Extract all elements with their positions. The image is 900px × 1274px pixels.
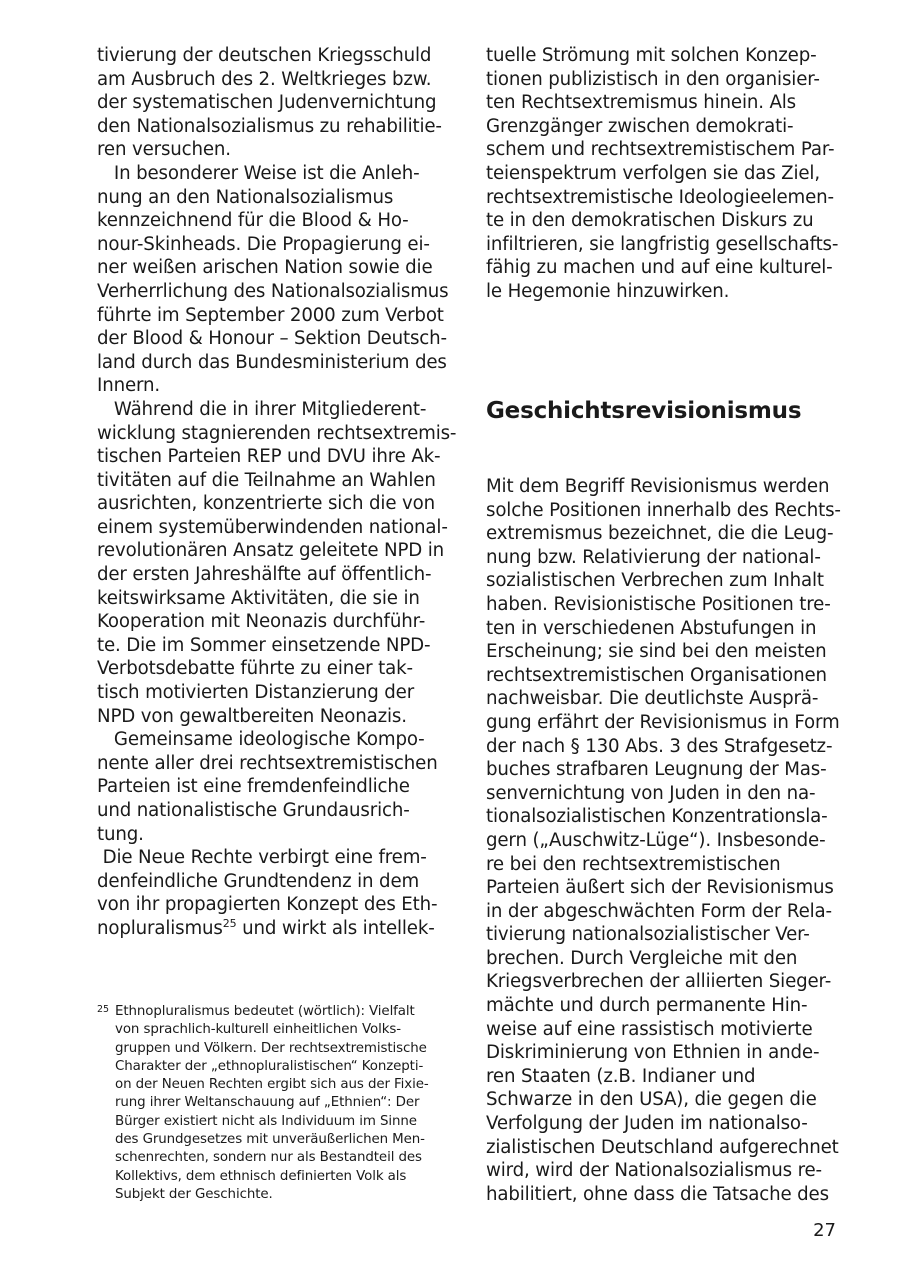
text-line: Die Neue Rechte verbirgt eine frem-: [97, 847, 427, 869]
text-line: Kooperation mit Neonazis durchführ-: [97, 611, 426, 633]
text-line: ren versuchen.: [97, 139, 231, 161]
text-line: ten in verschiedenen Abstufungen in: [486, 617, 817, 639]
footnote-line: Bürger existiert nicht als Individuum im Sinne: [115, 1113, 417, 1129]
right-column-body: [486, 475, 842, 1206]
text-line: extremismus bezeichnet, die die Leug-: [486, 523, 834, 545]
text-line: land durch das Bundesministerium des: [97, 351, 447, 373]
text-line: zialistischen Deutschland aufgerechnet: [486, 1136, 839, 1158]
page-number: 27: [813, 1220, 836, 1241]
text-line: den Nationalsozialismus zu rehabilitie-: [97, 115, 442, 137]
footnote-line: von sprachlich-kulturell einheitlichen Volks-: [115, 1022, 401, 1038]
text-line: denfeindliche Grundtendenz in dem: [97, 870, 420, 892]
left-column-text: [97, 44, 457, 917]
text-line: der ersten Jahreshälfte auf öffentlich-: [97, 564, 432, 586]
text-line: Gemeinsame ideologische Kompo-: [97, 729, 425, 751]
text-line: tionalsozialistischen Konzentrationsla-: [486, 806, 828, 828]
text-line: ten Rechtsextremismus hinein. Als: [486, 92, 797, 114]
footnote-line: Ethnopluralismus bedeutet (wörtlich): Vielfalt: [115, 1004, 415, 1019]
text-line: NPD von gewaltbereiten Neonazis.: [97, 705, 407, 727]
text-line: von ihr propagierten Konzept des Eth-: [97, 894, 438, 916]
footnote-line: Subjekt der Geschichte.: [115, 1186, 273, 1202]
text-line: Mit dem Begriff Revisionismus werden: [486, 476, 830, 497]
footnote-line: gruppen und Völkern. Der rechtsextremistische: [115, 1040, 427, 1056]
text-line: und nationalistische Grundausrich-: [97, 800, 410, 821]
text-line: nung an den Nationalsozialismus: [97, 186, 394, 208]
text-line: Parteien ist eine fremdenfeindliche: [97, 776, 410, 798]
text-line: am Ausbruch des 2. Weltkrieges bzw.: [97, 68, 432, 90]
text-line: wird, wird der Nationalsozialismus re-: [486, 1160, 822, 1182]
footnote-line: schenrechten, sondern nur als Bestandteil des: [115, 1150, 422, 1166]
text-line: nente aller drei rechtsextremistischen: [97, 752, 438, 774]
text-line: tisch motivierten Distanzierung der: [97, 682, 415, 704]
text-line: ausrichten, konzentrierte sich die von: [97, 493, 435, 515]
text-line: wicklung stagnierenden rechtsextremis-: [97, 422, 457, 444]
text-line: Verbotsdebatte führte zu einer tak-: [97, 658, 413, 680]
text-line: infiltrieren, sie langfristig gesellschafts-: [486, 233, 839, 255]
last-line-end: und wirkt als intellek-: [236, 917, 435, 939]
text-line: tionen publizistisch in den organisier-: [486, 68, 820, 90]
text-line: tuelle Strömung mit solchen Konzep-: [486, 45, 817, 66]
text-line: senvernichtung von Juden in den na-: [486, 782, 816, 804]
text-line: keitswirksame Aktivitäten, die sie in: [97, 587, 420, 609]
text-line: Schwarze in den USA), die gegen die: [486, 1089, 817, 1111]
text-line: tivierung nationalsozialistischer Ver-: [486, 924, 810, 946]
text-line: revolutionären Ansatz geleitete NPD in: [97, 540, 445, 562]
text-line: mächte und durch permanente Hin-: [486, 995, 808, 1017]
text-line: Grenzgänger zwischen demokrati-: [486, 115, 794, 137]
text-line: schem und rechtsextremistischem Par-: [486, 139, 835, 161]
last-line-start: nopluralismus: [97, 917, 223, 939]
text-line: Innern.: [97, 375, 161, 397]
text-line: der Blood & Honour – Sektion Deutsch-: [97, 328, 447, 350]
text-line: gern („Auschwitz-Lüge“). Insbesonde-: [486, 829, 826, 851]
footnote-line: des Grundgesetzes mit unveräußerlichen Men-: [115, 1132, 425, 1148]
right-column-top: [486, 44, 842, 304]
text-line: Während die in ihrer Mitgliederent-: [97, 398, 427, 420]
text-line: ner weißen arischen Nation sowie die: [97, 257, 433, 279]
footnote-line: on der Neuen Rechten ergibt sich aus der Fixie-: [115, 1077, 429, 1093]
footnote-line: Kollektivs, dem ethnisch definierten Volk als: [115, 1168, 407, 1184]
text-line: tivierung der deutschen Kriegsschuld: [97, 45, 432, 66]
text-line: einem systemüberwindenden national-: [97, 516, 448, 538]
text-line: Kriegsverbrechen der alliierten Sieger-: [486, 971, 832, 993]
text-line: buches strafbaren Leugnung der Mas-: [486, 759, 827, 781]
text-line: Parteien äußert sich der Revisionismus: [486, 877, 834, 899]
text-line: Verfolgung der Juden im nationalso-: [486, 1113, 808, 1135]
left-column-last-line: [97, 917, 453, 941]
text-line: nung bzw. Relativierung der national-: [486, 546, 821, 568]
footnote-text: [115, 1003, 455, 1204]
footnote-reference[interactable]: 25: [222, 916, 237, 930]
text-line: fähig zu machen und auf eine kulturel-: [486, 257, 833, 279]
footnote-line: Charakter der „ethnopluralistischen“ Konzepti-: [115, 1058, 424, 1074]
text-line: führte im September 2000 zum Verbot: [97, 304, 444, 326]
text-line: haben. Revisionistische Positionen tre-: [486, 593, 831, 615]
text-line: nour-Skinheads. Die Propagierung ei-: [97, 233, 430, 255]
footnote-line: rung ihrer Weltanschauung auf „Ethnien“: Der: [115, 1095, 420, 1111]
text-line: Verherrlichung des Nationalsozialismus: [97, 280, 449, 302]
text-line: te in den demokratischen Diskurs zu: [486, 210, 814, 232]
text-line: sozialistischen Verbrechen zum Inhalt: [486, 570, 824, 592]
text-line: der nach § 130 Abs. 3 des Strafgesetz-: [486, 735, 833, 757]
text-line: ren Staaten (z.B. Indianer und: [486, 1065, 756, 1087]
text-line: Erscheinung; sie sind bei den meisten: [486, 641, 827, 663]
text-line: teienspektrum verfolgen sie das Ziel,: [486, 162, 820, 184]
text-line: weise auf eine rassistisch motivierte: [486, 1018, 813, 1040]
text-line: Diskriminierung von Ethnien in ande-: [486, 1042, 820, 1064]
text-line: gung erfährt der Revisionismus in Form: [486, 711, 840, 733]
text-line: In besonderer Weise ist die Anleh-: [97, 162, 420, 184]
text-line: tivitäten auf die Teilnahme an Wahlen: [97, 469, 436, 491]
text-line: tung.: [97, 823, 144, 845]
text-line: te. Die im Sommer einsetzende NPD-: [97, 634, 431, 656]
text-line: rechtsextremistischen Organisationen: [486, 664, 827, 686]
right-column-top-text: [486, 44, 842, 304]
text-line: tischen Parteien REP und DVU ihre Ak-: [97, 446, 441, 468]
text-line: nachweisbar. Die deutlichste Ausprä-: [486, 688, 819, 710]
text-line: re bei den rechtsextremistischen: [486, 853, 781, 875]
text-line: kennzeichnend für die Blood & Ho-: [97, 210, 409, 232]
text-line: brechen. Durch Vergleiche mit den: [486, 947, 798, 969]
text-line: habilitiert, ohne dass die Tatsache des: [486, 1183, 829, 1205]
footnote-number: 25: [97, 1004, 110, 1015]
right-column-body-text: [486, 475, 842, 1206]
left-column: [97, 44, 457, 941]
text-line: rechtsextremistische Ideologieelemen-: [486, 186, 834, 208]
text-line: le Hegemonie hinzuwirken.: [486, 280, 730, 302]
text-line: in der abgeschwächten Form der Rela-: [486, 900, 832, 922]
text-line: solche Positionen innerhalb des Rechts-: [486, 499, 841, 521]
text-line: der systematischen Judenvernichtung: [97, 92, 437, 114]
section-heading: Geschichtsrevisionismus: [486, 398, 802, 424]
